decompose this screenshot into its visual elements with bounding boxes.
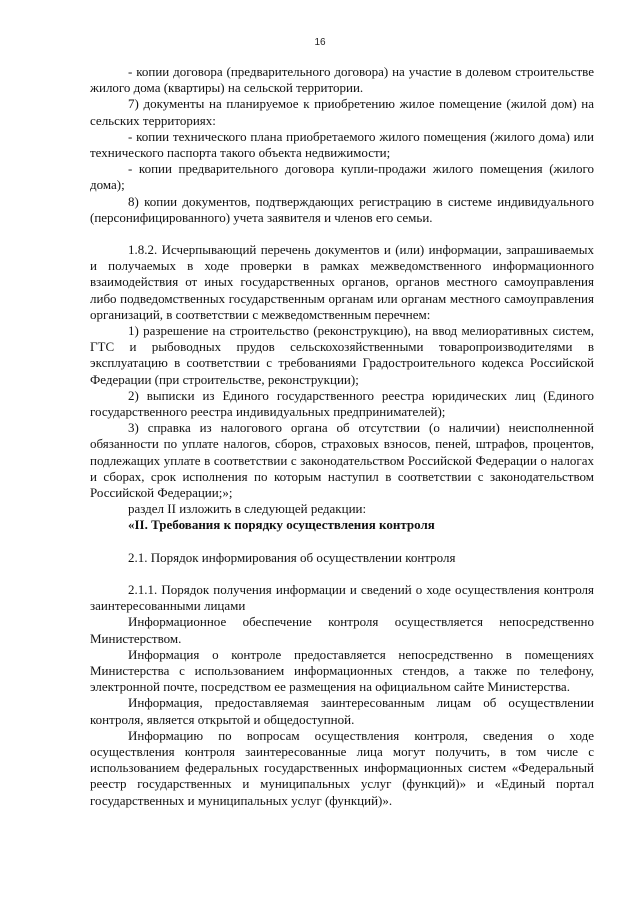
paragraph: Информацию по вопросам осуществления контроля, сведения о ходе осуществления контроля заинтересованные лица могут получить, в том числе с использованием федеральных государственных информационных систем «Федеральный реестр государственных и муниципальных услуг (функций)» и «Единый портал государственных и муниципальных услуг (функций)». (90, 727, 594, 808)
paragraph: 8) копии документов, подтверждающих регистрацию в системе индивидуального (персонифицированного) учета заявителя и членов его семьи. (90, 193, 594, 225)
paragraph: 3) справка из налогового органа об отсутствии (о наличии) неисполненной обязанности по уплате налогов, сборов, страховых взносов, пеней, штрафов, процентов, подлежащих уплате в соответствии с законодательством Российской Федерации о налогах и сборах, срок исполнения по которым наступил в соответствии с законодательством Российской Федерации;»; (90, 420, 594, 501)
paragraph: 1) разрешение на строительство (реконструкцию), на ввод мелиоративных систем, ГТС и рыбоводных прудов сельскохозяйственными товаропроизводителями в эксплуатацию в соответствии с требованиями Градостроительного кодекса Российской Федерации (при строительстве, реконструкции); (90, 323, 594, 387)
paragraph: Информационное обеспечение контроля осуществляется непосредственно Министерством. (90, 614, 594, 646)
paragraph: 2) выписки из Единого государственного реестра юридических лиц (Единого государственного реестра индивидуальных предпринимателей); (90, 387, 594, 420)
paragraph: - копии предварительного договора купли-продажи жилого помещения (жилого дома); (90, 161, 594, 193)
document-body (90, 64, 594, 809)
paragraph: - копии технического плана приобретаемого жилого помещения (жилого дома) или технического паспорта такого объекта недвижимости; (90, 128, 594, 161)
section-heading: «II. Требования к порядку осуществления контроля (128, 517, 435, 533)
paragraph: 2.1.1. Порядок получения информации и сведений о ходе осуществления контроля заинтересованными лицами (90, 581, 594, 614)
paragraph: - копии договора (предварительного договора) на участие в долевом строительстве жилого дома (квартиры) на сельской территории. (90, 64, 594, 96)
subsection-heading: 2.1. Порядок информирования об осуществлении контроля (128, 549, 456, 565)
paragraph: 7) документы на планируемое к приобретению жилое помещение (жилой дом) на сельских территориях: (90, 96, 594, 128)
paragraph: раздел II изложить в следующей редакции: (128, 501, 367, 517)
paragraph: Информация, предоставляемая заинтересованным лицам об осуществлении контроля, является открытой и общедоступной. (90, 695, 594, 727)
paragraph: 1.8.2. Исчерпывающий перечень документов и (или) информации, запрашиваемых и получаемых в ходе проверки в рамках межведомственного информационного взаимодействия от иных государственных органов, органов местного самоуправления либо подведомственных государственным органам или органам местного самоуправления организаций, в соответствии с межведомственным перечнем: (90, 242, 594, 322)
paragraph: Информация о контроле предоставляется непосредственно в помещениях Министерства с использованием информационных стендов, а также по телефону, электронной почте, посредством ее размещения на официальном сайте Министерства. (90, 646, 594, 695)
page-number: 16 (314, 37, 326, 48)
